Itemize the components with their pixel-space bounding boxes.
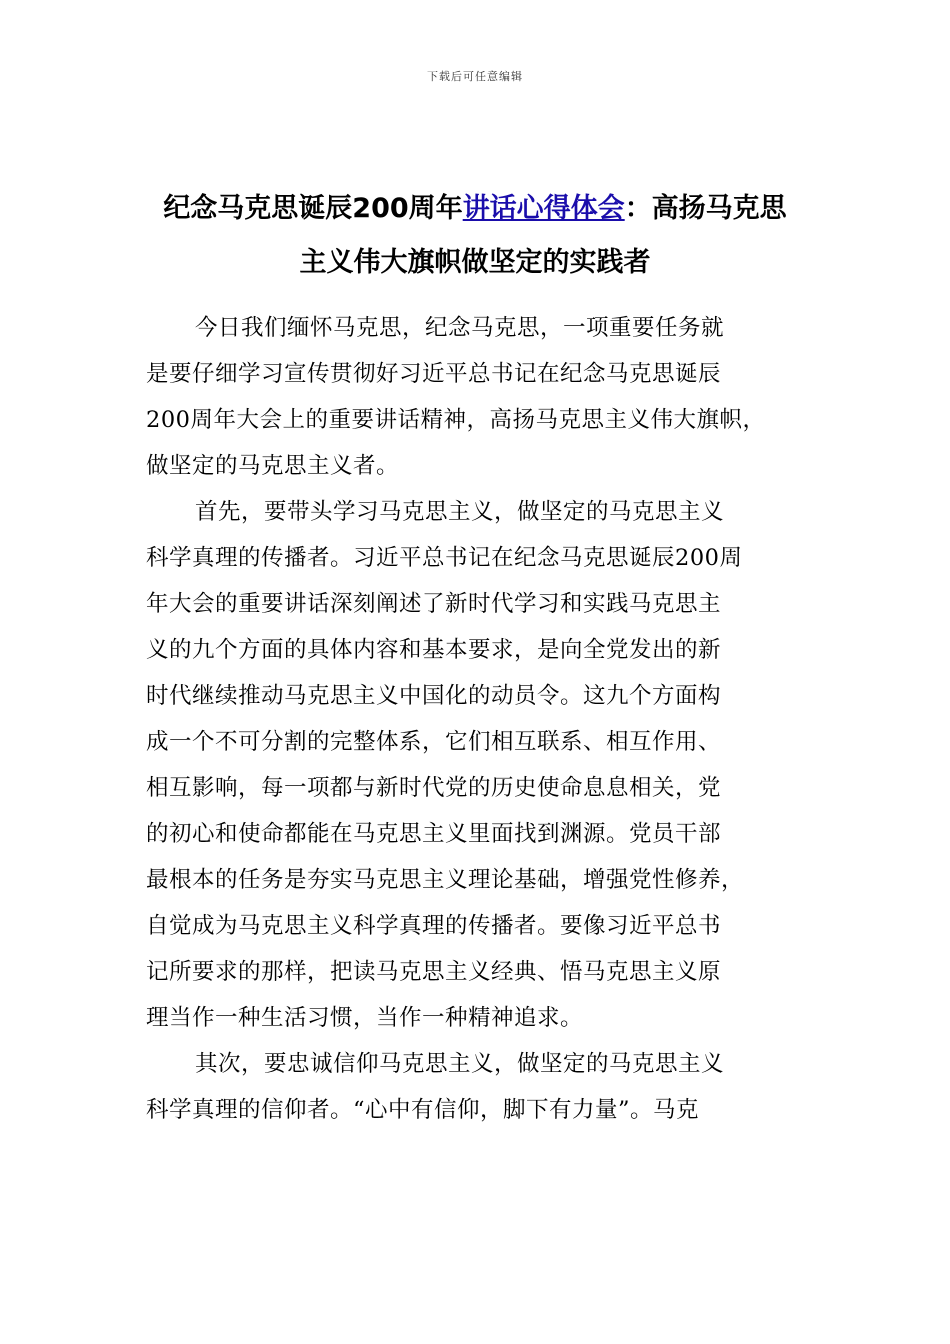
document-title xyxy=(110,182,840,290)
paragraph-1 xyxy=(146,305,808,489)
title-line-2: 主义伟大旗帜做坚定的实践者 xyxy=(299,247,651,278)
paragraph-line: 年大会的重要讲话深刻阐述了新时代学习和实践马克思主 xyxy=(146,591,722,617)
paragraph-line: 200周年大会上的重要讲话精神，高扬马克思主义伟大旗帜， xyxy=(146,407,766,433)
paragraph-line: 义的九个方面的具体内容和基本要求，是向全党发出的新 xyxy=(146,637,722,663)
header-note: 下载后可任意编辑 xyxy=(427,70,523,83)
paragraph-line: 是要仔细学习宣传贯彻好习近平总书记在纪念马克思诞辰 xyxy=(146,361,722,387)
paragraph-line: 的初心和使命都能在马克思主义里面找到渊源。党员干部 xyxy=(146,821,722,847)
paragraph-line: 最根本的任务是夯实马克思主义理论基础，增强党性修养， xyxy=(146,867,745,893)
title-part-1: 纪念马克思诞辰200周年 xyxy=(163,193,463,224)
paragraph-line: 时代继续推动马克思主义中国化的动员令。这九个方面构 xyxy=(146,683,722,709)
paragraph-line: 其次，要忠诚信仰马克思主义，做坚定的马克思主义 xyxy=(195,1051,725,1077)
paragraph-line: 做坚定的马克思主义者。 xyxy=(146,453,400,479)
paragraph-3 xyxy=(146,1041,808,1133)
paragraph-line: 记所要求的那样，把读马克思主义经典、悟马克思主义原 xyxy=(146,959,722,985)
paragraph-line: 首先，要带头学习马克思主义，做坚定的马克思主义 xyxy=(195,499,725,525)
paragraph-line: 理当作一种生活习惯，当作一种精神追求。 xyxy=(146,1005,584,1031)
title-link[interactable]: 讲话心得体会 xyxy=(462,193,625,224)
paragraph-line: 成一个不可分割的完整体系，它们相互联系、相互作用、 xyxy=(146,729,722,755)
paragraph-line: 今日我们缅怀马克思，纪念马克思，一项重要任务就 xyxy=(195,315,725,341)
document-body xyxy=(146,305,808,1133)
title-line-1 xyxy=(110,182,840,236)
paragraph-line: 相互影响，每一项都与新时代党的历史使命息息相关，党 xyxy=(146,775,722,801)
paragraph-line: 自觉成为马克思主义科学真理的传播者。要像习近平总书 xyxy=(146,913,722,939)
title-part-2: ：高扬马克思 xyxy=(624,193,787,224)
paragraph-line: 科学真理的信仰者。“心中有信仰，脚下有力量”。马克 xyxy=(146,1097,700,1123)
paragraph-line: 科学真理的传播者。习近平总书记在纪念马克思诞辰200周 xyxy=(146,545,743,571)
paragraph-2 xyxy=(146,489,808,1041)
